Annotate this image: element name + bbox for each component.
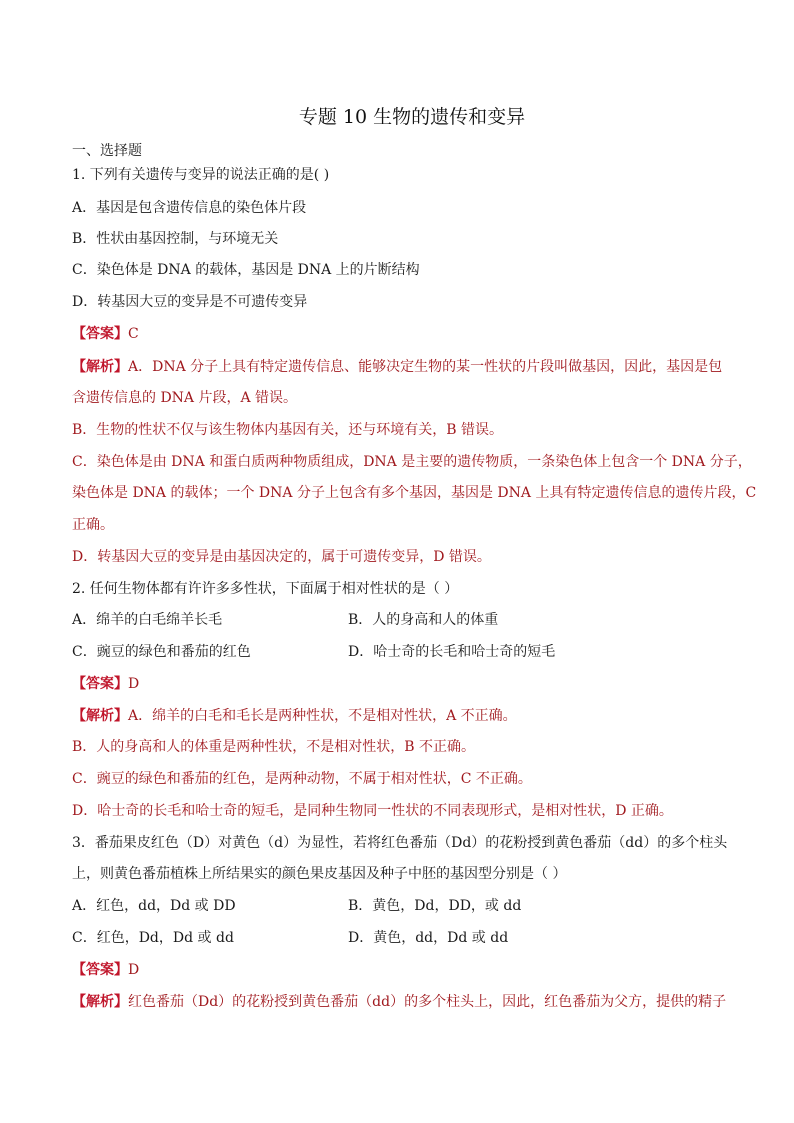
analysis-tag: 【解析】 [72, 994, 128, 1010]
q1-answer [72, 324, 139, 344]
q2-analysis-line: B．人的身高和人的体重是两种性状，不是相对性状，B 不正确。 [72, 739, 476, 755]
q2-answer [72, 674, 139, 694]
answer-value: D [128, 962, 140, 978]
q3-option-c: C．红色，Dd，Dd 或 dd [72, 930, 234, 946]
q3-option-a: A．红色，dd，Dd 或 DD [72, 898, 236, 914]
analysis-tag: 【解析】 [72, 708, 128, 724]
question-3-stem-cont: 上，则黄色番茄植株上所结果实的颜色果皮基因及种子中胚的基因型分别是（ ） [72, 866, 567, 882]
answer-value: D [128, 676, 140, 692]
analysis-text: A．DNA 分子上具有特定遗传信息、能够决定生物的某一性状的片段叫做基因，因此，基因是包 [128, 359, 723, 375]
section-heading: 一、选择题 [72, 143, 142, 159]
answer-tag: 【答案】 [72, 326, 128, 342]
q1-option-c: C．染色体是 DNA 的载体，基因是 DNA 上的片断结构 [72, 262, 420, 278]
q2-analysis-line [72, 706, 517, 726]
q1-analysis-line: C．染色体是由 DNA 和蛋白质两种物质组成，DNA 是主要的遗传物质，一条染色体上包含一个 DNA 分子， [72, 454, 752, 470]
q1-option-a: A．基因是包含遗传信息的染色体片段 [72, 200, 307, 216]
q1-option-d: D．转基因大豆的变异是不可遗传变异 [72, 294, 308, 310]
page-title: 专题 10 生物的遗传和变异 [298, 106, 526, 128]
q1-option-b: B．性状由基因控制，与环境无关 [72, 231, 279, 247]
answer-tag: 【答案】 [72, 676, 128, 692]
q2-option-b: B．人的身高和人的体重 [348, 612, 499, 628]
answer-tag: 【答案】 [72, 962, 128, 978]
q1-analysis-line: B．生物的性状不仅与该生物体内基因有关，还与环境有关，B 错误。 [72, 422, 504, 438]
question-3-stem: 3．番茄果皮红色（D）对黄色（d）为显性，若将红色番茄（Dd）的花粉授到黄色番茄（dd）的多个柱头 [72, 835, 728, 851]
q3-analysis-line [72, 992, 726, 1012]
q1-analysis-line: 染色体是 DNA 的载体；一个 DNA 分子上包含有多个基因，基因是 DNA 上具有特定遗传信息的遗传片段，C [72, 485, 757, 501]
q1-analysis-line: 正确。 [72, 517, 114, 533]
q3-answer [72, 960, 139, 980]
analysis-tag: 【解析】 [72, 359, 128, 375]
q1-analysis-line [72, 357, 722, 377]
q3-option-b: B．黄色，Dd，DD，或 dd [348, 898, 522, 914]
q2-analysis-line: D．哈士奇的长毛和哈士奇的短毛，是同种生物同一性状的不同表现形式，是相对性状，D 正确。 [72, 803, 673, 819]
question-2-stem: 2. 任何生物体都有许许多多性状，下面属于相对性状的是（ ） [72, 581, 459, 597]
q3-option-d: D．黄色，dd，Dd 或 dd [348, 930, 509, 946]
q2-option-d: D．哈士奇的长毛和哈士奇的短毛 [348, 644, 556, 660]
analysis-text: 红色番茄（Dd）的花粉授到黄色番茄（dd）的多个柱头上，因此，红色番茄为父方，提供的精子 [128, 994, 727, 1010]
analysis-text: A．绵羊的白毛和毛长是两种性状，不是相对性状，A 不正确。 [128, 708, 517, 724]
answer-value: C [128, 326, 139, 342]
q2-option-a: A．绵羊的白毛绵羊长毛 [72, 612, 223, 628]
q2-option-c: C．豌豆的绿色和番茄的红色 [72, 644, 251, 660]
q1-analysis-line: D．转基因大豆的变异是由基因决定的，属于可遗传变异，D 错误。 [72, 549, 491, 565]
q1-analysis-line: 含遗传信息的 DNA 片段，A 错误。 [72, 390, 298, 406]
question-1-stem: 1. 下列有关遗传与变异的说法正确的是( ) [72, 167, 330, 183]
q2-analysis-line: C．豌豆的绿色和番茄的红色，是两种动物，不属于相对性状，C 不正确。 [72, 771, 532, 787]
